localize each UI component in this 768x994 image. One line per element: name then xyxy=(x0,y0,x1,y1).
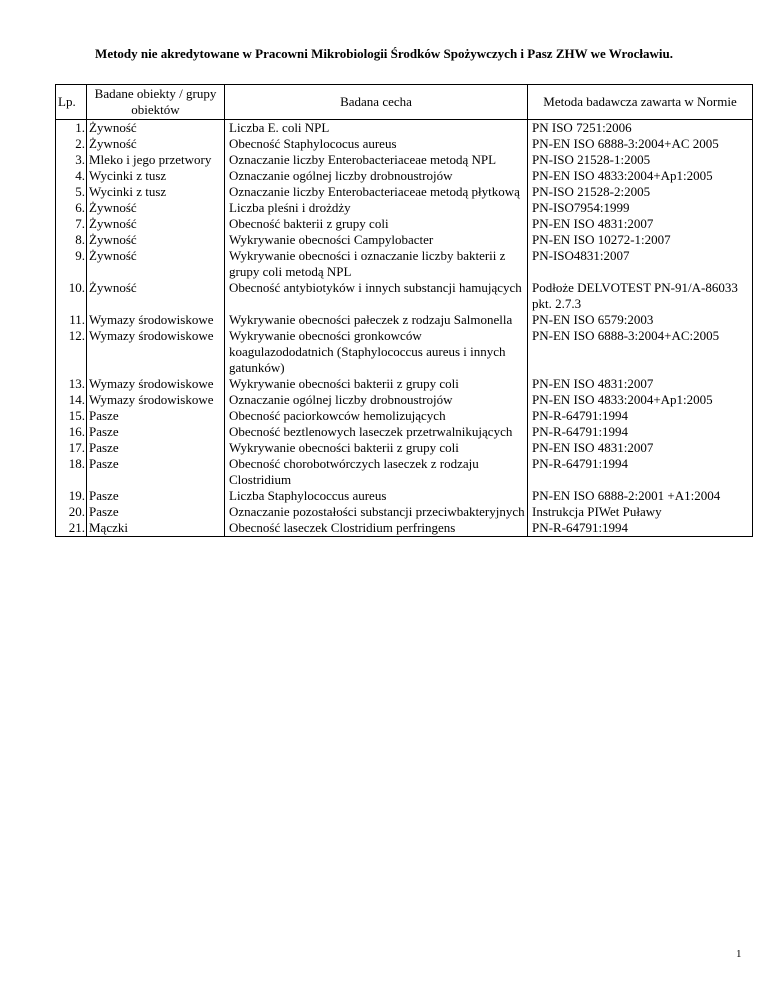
table-row xyxy=(56,280,753,312)
row-number: 11. xyxy=(56,312,87,328)
row-object: Wycinki z tusz xyxy=(87,184,225,200)
row-number: 5. xyxy=(56,184,87,200)
table-header-row xyxy=(56,85,753,120)
table-row xyxy=(56,168,753,184)
row-number: 13. xyxy=(56,376,87,392)
row-object: Wymazy środowiskowe xyxy=(87,392,225,408)
row-feature: Obecność beztlenowych laseczek przetrwalnikujących xyxy=(225,424,528,440)
row-number: 20. xyxy=(56,504,87,520)
row-feature: Oznaczanie liczby Enterobacteriaceae metodą płytkową xyxy=(225,184,528,200)
row-number: 8. xyxy=(56,232,87,248)
row-feature: Oznaczanie ogólnej liczby drobnoustrojów xyxy=(225,168,528,184)
table-row xyxy=(56,152,753,168)
row-method: PN-R-64791:1994 xyxy=(528,424,753,440)
row-object: Pasze xyxy=(87,440,225,456)
row-feature: Obecność laseczek Clostridium perfringens xyxy=(225,520,528,537)
row-object: Pasze xyxy=(87,504,225,520)
table-row xyxy=(56,248,753,280)
table-row xyxy=(56,200,753,216)
row-object: Pasze xyxy=(87,424,225,440)
row-object: Wymazy środowiskowe xyxy=(87,376,225,392)
row-method: PN-EN ISO 6579:2003 xyxy=(528,312,753,328)
row-method: PN-EN ISO 6888-2:2001 +A1:2004 xyxy=(528,488,753,504)
row-method: PN-R-64791:1994 xyxy=(528,520,753,537)
row-method: PN-EN ISO 4833:2004+Ap1:2005 xyxy=(528,168,753,184)
table-row xyxy=(56,504,753,520)
row-object: Mleko i jego przetwory xyxy=(87,152,225,168)
row-feature: Liczba pleśni i drożdży xyxy=(225,200,528,216)
table-row xyxy=(56,232,753,248)
row-feature: Oznaczanie pozostałości substancji przeciwbakteryjnych xyxy=(225,504,528,520)
row-object: Wymazy środowiskowe xyxy=(87,328,225,376)
table-row xyxy=(56,520,753,537)
row-method: PN-ISO 21528-2:2005 xyxy=(528,184,753,200)
header-method: Metoda badawcza zawarta w Normie xyxy=(528,85,753,120)
row-feature: Wykrywanie obecności i oznaczanie liczby bakterii z grupy coli metodą NPL xyxy=(225,248,528,280)
row-number: 10. xyxy=(56,280,87,312)
page-number: 1 xyxy=(736,948,742,960)
row-object: Żywność xyxy=(87,248,225,280)
row-feature: Liczba Staphylococcus aureus xyxy=(225,488,528,504)
row-feature: Obecność chorobotwórczych laseczek z rodzaju Clostridium xyxy=(225,456,528,488)
row-object: Pasze xyxy=(87,408,225,424)
row-method: PN-EN ISO 6888-3:2004+AC:2005 xyxy=(528,328,753,376)
row-feature: Liczba E. coli NPL xyxy=(225,120,528,137)
table-row xyxy=(56,216,753,232)
table-row xyxy=(56,376,753,392)
row-method: PN-EN ISO 4831:2007 xyxy=(528,376,753,392)
row-number: 21. xyxy=(56,520,87,537)
methods-table xyxy=(55,84,753,537)
table-row xyxy=(56,312,753,328)
table-row xyxy=(56,456,753,488)
row-object: Wycinki z tusz xyxy=(87,168,225,184)
row-object: Pasze xyxy=(87,456,225,488)
row-number: 18. xyxy=(56,456,87,488)
table-row xyxy=(56,488,753,504)
row-object: Mączki xyxy=(87,520,225,537)
row-feature: Wykrywanie obecności gronkowców koagulazododatnich (Staphylococcus aureus i innych gatunków) xyxy=(225,328,528,376)
header-feature: Badana cecha xyxy=(225,85,528,120)
row-object: Żywność xyxy=(87,280,225,312)
table-row xyxy=(56,120,753,137)
row-feature: Wykrywanie obecności bakterii z grupy coli xyxy=(225,440,528,456)
row-number: 17. xyxy=(56,440,87,456)
row-object: Pasze xyxy=(87,488,225,504)
row-object: Żywność xyxy=(87,136,225,152)
row-method: PN-ISO7954:1999 xyxy=(528,200,753,216)
row-feature: Oznaczanie liczby Enterobacteriaceae metodą NPL xyxy=(225,152,528,168)
row-method: PN-EN ISO 4831:2007 xyxy=(528,216,753,232)
table-row xyxy=(56,408,753,424)
document-title: Metody nie akredytowane w Pracowni Mikrobiologii Środków Spożywczych i Pasz ZHW we Wrocławiu. xyxy=(95,46,673,61)
row-number: 1. xyxy=(56,120,87,137)
row-method: PN-EN ISO 10272-1:2007 xyxy=(528,232,753,248)
row-object: Żywność xyxy=(87,232,225,248)
row-feature: Wykrywanie obecności Campylobacter xyxy=(225,232,528,248)
row-method: PN ISO 7251:2006 xyxy=(528,120,753,137)
row-method: PN-EN ISO 4833:2004+Ap1:2005 xyxy=(528,392,753,408)
row-object: Żywność xyxy=(87,120,225,137)
row-number: 3. xyxy=(56,152,87,168)
row-number: 19. xyxy=(56,488,87,504)
row-feature: Obecność Staphylococus aureus xyxy=(225,136,528,152)
row-method: PN-ISO4831:2007 xyxy=(528,248,753,280)
row-feature: Obecność bakterii z grupy coli xyxy=(225,216,528,232)
table-row xyxy=(56,440,753,456)
table-row xyxy=(56,392,753,408)
row-method: PN-ISO 21528-1:2005 xyxy=(528,152,753,168)
table-row xyxy=(56,184,753,200)
row-feature: Wykrywanie obecności bakterii z grupy coli xyxy=(225,376,528,392)
row-feature: Obecność antybiotyków i innych substancji hamujących xyxy=(225,280,528,312)
row-number: 9. xyxy=(56,248,87,280)
row-feature: Wykrywanie obecności pałeczek z rodzaju Salmonella xyxy=(225,312,528,328)
row-object: Żywność xyxy=(87,216,225,232)
row-method: PN-EN ISO 4831:2007 xyxy=(528,440,753,456)
row-number: 12. xyxy=(56,328,87,376)
row-method: PN-EN ISO 6888-3:2004+AC 2005 xyxy=(528,136,753,152)
header-lp: Lp. xyxy=(56,85,87,120)
row-number: 14. xyxy=(56,392,87,408)
table-row xyxy=(56,424,753,440)
row-number: 16. xyxy=(56,424,87,440)
row-number: 6. xyxy=(56,200,87,216)
row-number: 2. xyxy=(56,136,87,152)
row-number: 4. xyxy=(56,168,87,184)
table-row xyxy=(56,136,753,152)
row-method: PN-R-64791:1994 xyxy=(528,456,753,488)
row-number: 7. xyxy=(56,216,87,232)
row-method: Instrukcja PIWet Puławy xyxy=(528,504,753,520)
row-method: Podłoże DELVOTEST PN-91/A-86033 pkt. 2.7.3 xyxy=(528,280,753,312)
row-object: Wymazy środowiskowe xyxy=(87,312,225,328)
header-objects: Badane obiekty / grupy obiektów xyxy=(87,85,225,120)
row-feature: Obecność paciorkowców hemolizujących xyxy=(225,408,528,424)
table-row xyxy=(56,328,753,376)
row-object: Żywność xyxy=(87,200,225,216)
row-method: PN-R-64791:1994 xyxy=(528,408,753,424)
row-feature: Oznaczanie ogólnej liczby drobnoustrojów xyxy=(225,392,528,408)
row-number: 15. xyxy=(56,408,87,424)
table-body xyxy=(56,120,753,537)
